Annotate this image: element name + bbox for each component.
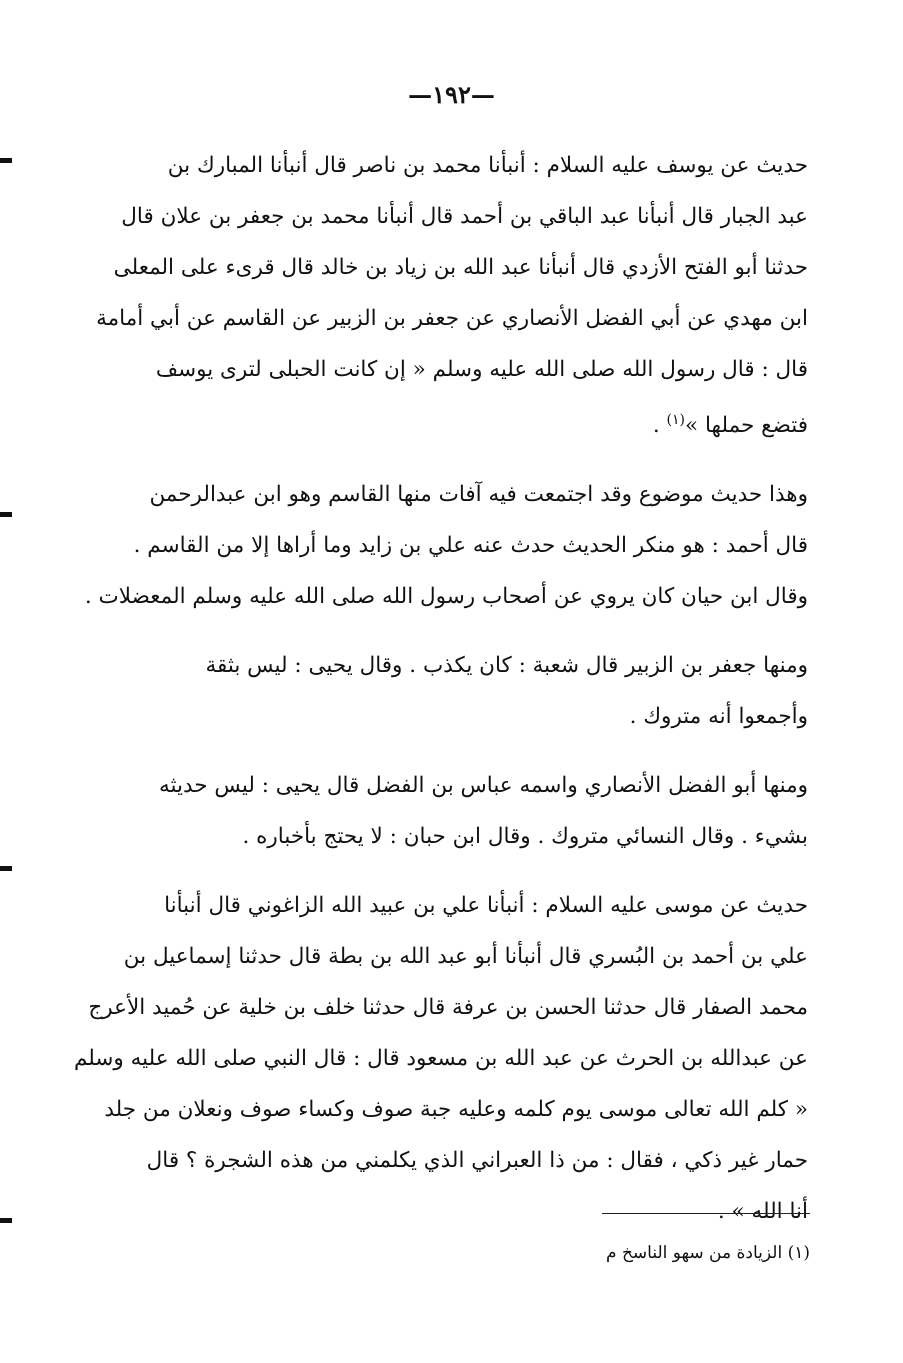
text-line: قال : قال رسول الله صلى الله عليه وسلم « إن كانت الحبلى لترى يوسف — [155, 357, 808, 382]
binding-mark — [0, 158, 12, 163]
text-line: وقال ابن حيان كان يروي عن أصحاب رسول الله صلى الله عليه وسلم المعضلات . — [84, 584, 808, 610]
text-line: عبد الجبار قال أنبأنا عبد الباقي بن أحمد قال أنبأنا محمد بن جعفر بن علان قال — [121, 204, 808, 229]
page-number: —١٩٢— — [408, 80, 495, 109]
text-line: ومنها جعفر بن الزبير قال شعبة : كان يكذب . وقال يحيى : ليس بثقة — [205, 653, 808, 679]
text-line: « كلم الله تعالى موسى يوم كلمه وعليه جبة صوف وكساء صوف ونعلان من جلد — [104, 1097, 808, 1123]
binding-mark — [0, 1218, 12, 1223]
footnote-divider — [602, 1213, 810, 1214]
text-line: بشيء . وقال النسائي متروك . وقال ابن حبان : لا يحتج بأخباره . — [242, 824, 808, 850]
text-line: حدثنا أبو الفتح الأزدي قال أنبأنا عبد الله بن زياد بن خالد قال قرىء على المعلى — [113, 255, 808, 280]
text-line — [148, 395, 808, 451]
paragraph-yusuf-hadith — [96, 140, 808, 451]
text-line: وهذا حديث موضوع وقد اجتمعت فيه آفات منها القاسم وهو ابن عبدالرحمن — [149, 482, 808, 508]
paragraph-abul-fadl — [148, 760, 808, 862]
text-fragment: فتضع حملها » — [685, 413, 808, 439]
text-line: حديث عن موسى عليه السلام : أنبأنا علي بن عبيد الله الزاغوني قال أنبأنا — [164, 893, 808, 919]
text-fragment: . — [652, 413, 667, 439]
text-line: حديث عن يوسف عليه السلام : أنبأنا محمد بن ناصر قال أنبأنا المبارك بن — [167, 153, 808, 178]
text-line: محمد الصفار قال حدثنا الحسن بن عرفة قال حدثنا خلف بن خلية عن حُميد الأعرج — [88, 995, 808, 1021]
paragraph-commentary — [84, 469, 808, 622]
text-line: وأجمعوا أنه متروك . — [629, 704, 808, 730]
body-text — [73, 140, 808, 1237]
text-line: ابن مهدي عن أبي الفضل الأنصاري عن جعفر بن الزبير عن القاسم عن أبي أمامة — [96, 306, 808, 331]
footnote-marker: (١) — [666, 412, 686, 428]
text-line: عن عبدالله بن الحرث عن عبد الله بن مسعود قال : قال النبي صلى الله عليه وسلم — [73, 1046, 808, 1072]
footnote: (١) الزيادة من سهو الناسخ م — [606, 1243, 810, 1263]
text-line: علي بن أحمد بن البُسري قال أنبأنا أبو عبد الله بن بطة قال حدثنا إسماعيل بن — [123, 944, 808, 970]
text-line: حمار غير ذكي ، فقال : من ذا العبراني الذي يكلمني من هذه الشجرة ؟ قال — [146, 1148, 808, 1174]
binding-mark — [0, 866, 12, 871]
binding-mark — [0, 512, 12, 517]
paragraph-musa-hadith — [73, 880, 808, 1237]
text-line: قال أحمد : هو منكر الحديث حدث عنه علي بن زايد وما أراها إلا من القاسم . — [133, 533, 808, 559]
paragraph-jafar — [148, 640, 808, 742]
text-line: ومنها أبو الفضل الأنصاري واسمه عباس بن الفضل قال يحيى : ليس حديثه — [159, 773, 808, 799]
text-line: أنا الله » . — [717, 1199, 808, 1225]
